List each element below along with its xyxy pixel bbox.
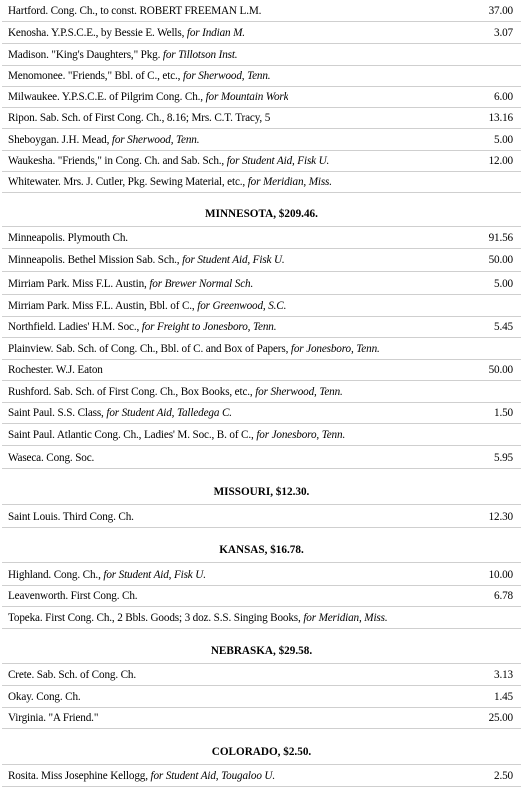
row-purpose: for Student Aid, Talledega C. [106,406,232,419]
ledger-row [8,150,513,171]
row-amount: 3.13 [494,668,513,681]
row-text: Minneapolis. Plymouth Ch. [8,231,128,244]
row-description [8,91,288,103]
row-description [8,669,136,681]
row-amount: 5.00 [494,133,513,146]
row-text: Waukesha. "Friends," in Cong. Ch. and Sab. Sch., [8,154,227,167]
row-amount: 1.45 [494,690,513,703]
section-heading: NEBRASKA, $29.58. [210,645,313,657]
ledger-row [8,686,513,707]
row-text: Kenosha. Y.P.S.C.E., by Bessie E. Wells, [8,26,187,39]
row-description [8,691,81,703]
ledger-row [8,44,513,65]
row-amount: 50.00 [488,363,513,376]
ledger-row [8,402,513,423]
row-description [8,155,329,167]
ledger-row [8,0,513,21]
row-purpose: for Greenwood, S.C. [197,299,287,312]
row-divider [2,271,521,272]
row-text: Minneapolis. Bethel Mission Sab. Sch., [8,253,183,266]
row-divider [2,562,521,563]
row-purpose: for Jonesboro, Tenn. [256,428,346,441]
row-divider [2,628,521,629]
row-purpose: for Meridian, Miss. [303,611,388,624]
row-divider [2,192,521,193]
row-amount: 5.00 [494,277,513,290]
row-text: Menomonee. "Friends," Bbl. of C., etc., [8,69,183,82]
ledger-row [8,338,513,359]
row-amount: 5.45 [494,320,513,333]
row-description [8,70,270,82]
ledger-row [8,171,513,192]
row-purpose: for Student Aid, Fisk U. [226,154,330,167]
row-text: Rochester. W.J. Eaton [8,363,103,376]
ledger-row [8,381,513,402]
ledger-row [8,765,513,786]
row-text: Whitewater. Mrs. J. Cutler, Pkg. Sewing Material, etc., [8,175,248,188]
ledger-row [8,86,513,107]
section-heading: MINNESOTA, $209.46. [205,208,318,220]
ledger-row [8,65,513,86]
ledger-row [8,249,513,270]
ledger-row [8,607,513,628]
row-description [8,612,387,624]
row-divider [2,527,521,528]
row-description [8,407,232,419]
row-text: Crete. Sab. Sch. of Cong. Ch. [8,668,137,681]
row-description [8,5,261,17]
row-amount: 10.00 [488,568,513,581]
ledger-row [8,273,513,294]
row-description [8,232,128,244]
row-purpose: for Student Aid, Fisk U. [182,253,285,266]
row-text: Waseca. Cong. Soc. [8,451,95,464]
ledger-row [8,227,513,248]
row-text: Sheboygan. J.H. Mead, [8,133,112,146]
row-description [8,712,98,724]
row-description [8,321,276,333]
row-purpose: for Sherwood, Tenn. [111,133,200,146]
row-purpose: for Sherwood, Tenn. [255,385,343,398]
row-amount: 5.95 [494,451,513,464]
ledger-row [8,506,513,527]
row-text: Mirriam Park. Miss F.L. Austin, [8,277,150,290]
row-text: Leavenworth. First Cong. Ch. [8,589,138,602]
row-purpose: for Indian M. [186,26,245,39]
row-description [8,254,285,266]
row-description [8,278,253,290]
row-description [8,452,94,464]
row-purpose: for Freight to Jonesboro, Tenn. [141,320,277,333]
row-description [8,134,199,146]
row-purpose: for Brewer Normal Sch. [149,277,254,290]
row-description [8,27,245,39]
ledger-row [8,424,513,445]
row-text: Rosita. Miss Josephine Kellogg, [8,769,151,782]
ledger-row [8,707,513,728]
row-description [8,343,380,355]
row-purpose: for Tillotson Inst. [162,48,238,61]
row-purpose: for Jonesboro, Tenn. [290,342,380,355]
section-heading: KANSAS, $16.78. [219,544,304,556]
row-purpose: for Student Aid, Fisk U. [103,568,206,581]
ledger-row [8,664,513,685]
row-amount: 25.00 [488,711,513,724]
row-amount: 37.00 [488,4,513,17]
row-divider [2,786,521,787]
row-amount: 1.50 [494,406,513,419]
row-description [8,386,343,398]
row-text: Topeka. First Cong. Ch., 2 Bbls. Goods; 3 doz. S.S. Singing Books, [8,611,304,624]
row-description [8,590,137,602]
row-text: Mirriam Park. Miss F.L. Austin, Bbl. of C., [8,299,198,312]
ledger-row [8,585,513,606]
ledger-row [8,129,513,150]
row-description [8,176,332,188]
ledger-row [8,447,513,468]
ledger-row [8,22,513,43]
row-text: Rushford. Sab. Sch. of First Cong. Ch., Box Books, etc., [8,385,256,398]
row-amount: 6.00 [494,90,513,103]
row-description [8,429,345,441]
row-text: Milwaukee. Y.P.S.C.E. of Pilgrim Cong. Ch., [8,90,206,103]
row-description [8,511,134,523]
row-divider [2,445,521,446]
row-description [8,49,237,61]
row-description [8,300,286,312]
row-description [8,112,270,124]
row-text: Northfield. Ladies' H.M. Soc., [8,320,142,333]
ledger-row [8,107,513,128]
row-amount: 12.00 [488,154,513,167]
row-amount: 6.78 [494,589,513,602]
row-amount: 50.00 [488,253,513,266]
row-divider [2,728,521,729]
row-text: Okay. Cong. Ch. [8,690,81,703]
section-heading: COLORADO, $2.50. [211,746,312,758]
row-description [8,569,206,581]
ledger-row [8,564,513,585]
row-purpose: for Mountain Work [205,90,289,103]
row-text: Saint Louis. Third Cong. Ch. [8,510,134,523]
row-text: Hartford. Cong. Ch., to const. ROBERT FREEMAN L.M. [8,4,262,17]
row-text: Saint Paul. Atlantic Cong. Ch., Ladies' M. Soc., B. of C., [8,428,257,441]
row-amount: 2.50 [494,769,513,782]
row-purpose: for Meridian, Miss. [247,175,332,188]
ledger-row [8,295,513,316]
row-divider [2,468,521,469]
row-description [8,770,275,782]
row-amount: 3.07 [494,26,513,39]
row-purpose: for Student Aid, Tougaloo U. [150,769,275,782]
section-heading: MISSOURI, $12.30. [213,486,310,498]
row-text: Virginia. "A Friend." [8,711,99,724]
ledger-row [8,359,513,380]
ledger-row [8,316,513,337]
row-purpose: for Sherwood, Tenn. [182,69,271,82]
row-text: Madison. "King's Daughters," Pkg. [8,48,163,61]
row-text: Plainview. Sab. Sch. of Cong. Ch., Bbl. of C. and Box of Papers, [8,342,291,355]
row-divider [2,504,521,505]
row-amount: 13.16 [488,111,513,124]
row-amount: 91.56 [488,231,513,244]
row-text: Ripon. Sab. Sch. of First Cong. Ch., 8.16; Mrs. C.T. Tracy, 5 [8,111,271,124]
row-amount: 12.30 [488,510,513,523]
row-text: Highland. Cong. Ch., [8,568,104,581]
row-description [8,364,103,376]
row-text: Saint Paul. S.S. Class, [8,406,107,419]
